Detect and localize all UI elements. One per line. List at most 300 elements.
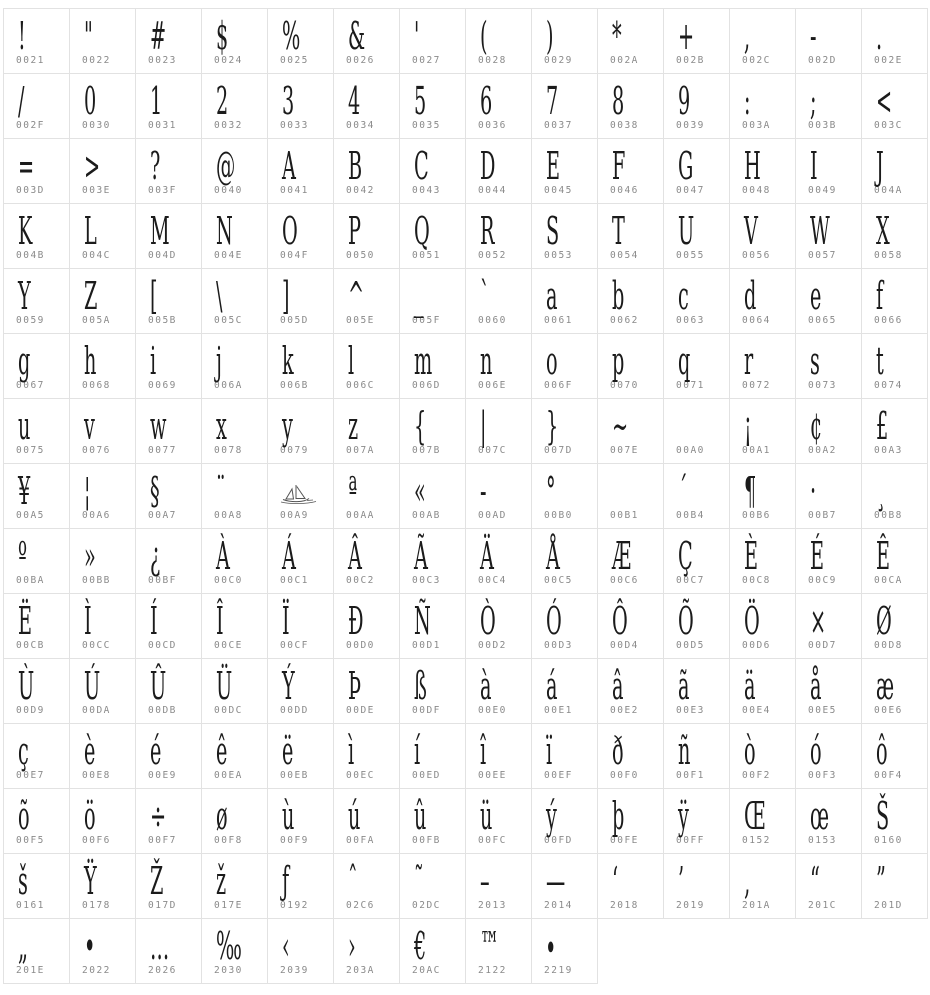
glyph-cell[interactable] [862, 74, 928, 139]
codepoint-label: 0024 [214, 55, 243, 66]
glyph-cell[interactable] [4, 9, 70, 74]
glyph-cell[interactable] [796, 74, 862, 139]
codepoint-label: 00A6 [82, 510, 111, 521]
glyph: r [744, 338, 754, 384]
glyph-cell[interactable] [796, 139, 862, 204]
glyph-cell[interactable] [400, 334, 466, 399]
glyph-cell[interactable] [466, 9, 532, 74]
glyph-cell[interactable] [862, 464, 928, 529]
glyph-cell[interactable] [598, 464, 664, 529]
glyph-cell[interactable] [862, 594, 928, 659]
glyph: " [84, 13, 93, 59]
glyph-cell[interactable] [796, 594, 862, 659]
glyph: c [678, 273, 689, 319]
glyph-cell[interactable] [400, 529, 466, 594]
glyph-cell[interactable] [466, 919, 532, 984]
glyph-cell[interactable] [862, 9, 928, 74]
glyph-cell[interactable] [4, 529, 70, 594]
codepoint-label: 02C6 [346, 900, 375, 911]
glyph-cell[interactable] [664, 139, 730, 204]
codepoint-label: 0035 [412, 120, 441, 131]
codepoint-label: 00BA [16, 575, 45, 586]
glyph-cell[interactable] [862, 529, 928, 594]
glyph-cell[interactable] [730, 854, 796, 919]
glyph-cell[interactable] [334, 854, 400, 919]
codepoint-label: 00CF [280, 640, 309, 651]
glyph-cell[interactable] [4, 789, 70, 854]
glyph-cell[interactable] [532, 724, 598, 789]
codepoint-label: 02DC [412, 900, 441, 911]
glyph-cell[interactable] [136, 269, 202, 334]
glyph-cell[interactable] [598, 529, 664, 594]
codepoint-label: 00C6 [610, 575, 639, 586]
codepoint-label: 006F [544, 380, 573, 391]
glyph-cell[interactable] [202, 789, 268, 854]
glyph-cell[interactable] [4, 399, 70, 464]
glyph-cell[interactable] [664, 74, 730, 139]
glyph: È [744, 533, 759, 579]
glyph-cell[interactable] [70, 659, 136, 724]
glyph-cell[interactable] [202, 204, 268, 269]
glyph: “ [810, 858, 820, 904]
codepoint-label: 201D [874, 900, 903, 911]
glyph-cell[interactable] [532, 854, 598, 919]
glyph-cell[interactable] [70, 594, 136, 659]
glyph-cell[interactable] [400, 464, 466, 529]
glyph: à [480, 663, 492, 709]
glyph-cell[interactable] [400, 659, 466, 724]
glyph-cell[interactable] [136, 789, 202, 854]
glyph: å [810, 663, 822, 709]
glyph-cell[interactable] [334, 204, 400, 269]
glyph-cell[interactable] [400, 399, 466, 464]
glyph-cell[interactable] [334, 139, 400, 204]
glyph-cell[interactable] [466, 659, 532, 724]
glyph-cell[interactable] [4, 659, 70, 724]
glyph-cell[interactable] [796, 269, 862, 334]
glyph-cell[interactable] [730, 74, 796, 139]
glyph: ¨ [216, 468, 226, 514]
glyph-cell[interactable] [202, 594, 268, 659]
codepoint-label: 0192 [280, 900, 309, 911]
glyph: £ [876, 403, 889, 449]
glyph-cell[interactable] [796, 789, 862, 854]
glyph-cell[interactable] [730, 464, 796, 529]
glyph-cell[interactable] [664, 269, 730, 334]
glyph-cell[interactable] [730, 594, 796, 659]
glyph-cell[interactable] [730, 204, 796, 269]
glyph-cell[interactable] [202, 399, 268, 464]
glyph-cell[interactable] [202, 854, 268, 919]
glyph-cell[interactable] [796, 9, 862, 74]
glyph-cell[interactable] [202, 724, 268, 789]
glyph-cell[interactable] [136, 464, 202, 529]
glyph-cell[interactable] [268, 919, 334, 984]
codepoint-label: 00D4 [610, 640, 639, 651]
glyph-cell[interactable] [136, 724, 202, 789]
codepoint-label: 007A [346, 445, 375, 456]
glyph-cell[interactable] [664, 464, 730, 529]
glyph-cell[interactable] [466, 334, 532, 399]
glyph-cell[interactable] [664, 724, 730, 789]
glyph-cell[interactable] [466, 204, 532, 269]
codepoint-label: 00C8 [742, 575, 771, 586]
glyph: ‹ [282, 923, 290, 969]
codepoint-label: 203A [346, 965, 375, 976]
glyph-cell[interactable] [862, 139, 928, 204]
codepoint-label: 004A [874, 185, 903, 196]
glyph: Î [216, 598, 224, 644]
glyph-cell[interactable] [400, 204, 466, 269]
glyph: f [876, 273, 884, 319]
glyph-cell[interactable] [400, 139, 466, 204]
glyph-cell[interactable] [202, 269, 268, 334]
glyph: – [480, 858, 490, 904]
codepoint-label: 0056 [742, 250, 771, 261]
glyph-cell[interactable] [268, 464, 334, 529]
glyph-cell[interactable] [532, 139, 598, 204]
glyph-cell[interactable] [334, 724, 400, 789]
glyph-cell[interactable] [268, 9, 334, 74]
codepoint-label: 00DE [346, 705, 375, 716]
glyph-cell[interactable] [598, 789, 664, 854]
glyph-cell[interactable] [136, 529, 202, 594]
codepoint-label: 005E [346, 315, 375, 326]
codepoint-label: 0048 [742, 185, 771, 196]
glyph-cell[interactable] [532, 9, 598, 74]
glyph-cell[interactable] [268, 204, 334, 269]
codepoint-label: 006B [280, 380, 309, 391]
glyph-cell[interactable] [334, 464, 400, 529]
codepoint-label: 017D [148, 900, 177, 911]
glyph-cell[interactable] [268, 724, 334, 789]
glyph-cell[interactable] [730, 789, 796, 854]
codepoint-label: 0062 [610, 315, 639, 326]
glyph-cell[interactable] [598, 854, 664, 919]
glyph-cell[interactable] [532, 529, 598, 594]
glyph-cell[interactable] [70, 854, 136, 919]
codepoint-label: 003E [82, 185, 111, 196]
glyph-cell[interactable] [268, 594, 334, 659]
glyph-cell[interactable] [862, 789, 928, 854]
glyph-cell[interactable] [202, 334, 268, 399]
codepoint-label: 201C [808, 900, 837, 911]
glyph-cell[interactable] [532, 789, 598, 854]
glyph-cell[interactable] [796, 659, 862, 724]
glyph-cell[interactable] [268, 789, 334, 854]
glyph-cell[interactable] [334, 529, 400, 594]
glyph-cell[interactable] [664, 659, 730, 724]
glyph-cell[interactable] [4, 139, 70, 204]
codepoint-label: 00FE [610, 835, 639, 846]
glyph-cell[interactable] [664, 594, 730, 659]
codepoint-label: 005A [82, 315, 111, 326]
glyph-cell[interactable] [532, 594, 598, 659]
glyph-cell[interactable] [202, 464, 268, 529]
glyph: . [876, 13, 883, 59]
glyph-cell[interactable] [136, 399, 202, 464]
glyph-cell[interactable] [532, 464, 598, 529]
glyph-cell[interactable] [730, 9, 796, 74]
glyph: 9 [678, 78, 691, 124]
glyph-cell[interactable] [70, 269, 136, 334]
glyph: ú [348, 793, 361, 839]
glyph: Œ [744, 793, 766, 839]
glyph: ø [216, 793, 228, 839]
glyph-cell[interactable] [400, 919, 466, 984]
glyph-cell[interactable] [796, 854, 862, 919]
glyph-cell[interactable] [268, 399, 334, 464]
glyph-cell[interactable] [136, 659, 202, 724]
glyph-cell[interactable] [598, 334, 664, 399]
glyph-cell[interactable] [268, 269, 334, 334]
glyph-cell[interactable] [136, 204, 202, 269]
glyph-cell[interactable] [268, 529, 334, 594]
glyph-cell[interactable] [70, 9, 136, 74]
glyph-cell[interactable] [136, 9, 202, 74]
glyph-cell[interactable] [532, 204, 598, 269]
glyph-cell[interactable] [598, 269, 664, 334]
glyph-cell[interactable] [796, 204, 862, 269]
glyph-cell[interactable] [862, 659, 928, 724]
glyph-cell[interactable] [268, 854, 334, 919]
glyph-cell[interactable] [730, 659, 796, 724]
glyph-cell[interactable] [532, 659, 598, 724]
glyph-cell[interactable] [136, 919, 202, 984]
glyph: Ã [414, 533, 428, 579]
codepoint-label: 2018 [610, 900, 639, 911]
glyph-cell[interactable] [268, 334, 334, 399]
glyph-cell[interactable] [664, 204, 730, 269]
glyph-cell[interactable] [400, 594, 466, 659]
glyph-cell[interactable] [862, 854, 928, 919]
glyph-cell[interactable] [664, 9, 730, 74]
glyph-cell[interactable] [136, 854, 202, 919]
glyph: w [150, 403, 167, 449]
codepoint-label: 0037 [544, 120, 573, 131]
codepoint-label: 00F1 [676, 770, 705, 781]
glyph: Ü [216, 663, 233, 709]
glyph-cell[interactable] [598, 659, 664, 724]
glyph-cell[interactable] [862, 399, 928, 464]
glyph-cell[interactable] [70, 529, 136, 594]
glyph-cell[interactable] [664, 854, 730, 919]
glyph-cell[interactable] [796, 399, 862, 464]
glyph-cell[interactable] [664, 334, 730, 399]
glyph-cell[interactable] [466, 464, 532, 529]
glyph: k [282, 338, 294, 384]
glyph-cell[interactable] [334, 594, 400, 659]
codepoint-label: 0054 [610, 250, 639, 261]
glyph: } [546, 403, 559, 449]
glyph-cell[interactable] [532, 74, 598, 139]
glyph-cell[interactable] [334, 789, 400, 854]
glyph: Õ [678, 598, 694, 644]
glyph-cell[interactable] [4, 594, 70, 659]
glyph: T [612, 208, 625, 254]
glyph: ÷ [150, 793, 167, 839]
glyph-cell[interactable] [532, 334, 598, 399]
glyph: x [216, 403, 227, 449]
glyph-cell[interactable] [268, 139, 334, 204]
codepoint-label: 0030 [82, 120, 111, 131]
glyph-cell[interactable] [598, 74, 664, 139]
glyph-cell[interactable] [400, 724, 466, 789]
codepoint-label: 0026 [346, 55, 375, 66]
glyph-cell[interactable] [730, 724, 796, 789]
glyph-cell[interactable] [70, 724, 136, 789]
glyph: s [810, 338, 820, 384]
codepoint-label: 0041 [280, 185, 309, 196]
glyph: Ò [480, 598, 496, 644]
glyph-cell[interactable] [400, 854, 466, 919]
codepoint-label: 00FB [412, 835, 441, 846]
codepoint-label: 00EB [280, 770, 309, 781]
codepoint-label: 00A1 [742, 445, 771, 456]
glyph-cell[interactable] [4, 724, 70, 789]
glyph-cell[interactable] [730, 529, 796, 594]
glyph-cell[interactable] [70, 334, 136, 399]
codepoint-label: 0023 [148, 55, 177, 66]
glyph-cell[interactable] [598, 724, 664, 789]
glyph-cell[interactable] [532, 399, 598, 464]
glyph-cell[interactable] [664, 789, 730, 854]
glyph-cell[interactable] [70, 399, 136, 464]
glyph-cell[interactable] [730, 139, 796, 204]
glyph-cell[interactable] [268, 659, 334, 724]
codepoint-label: 2014 [544, 900, 573, 911]
glyph-cell[interactable] [4, 74, 70, 139]
glyph: W [810, 208, 830, 254]
glyph-cell[interactable] [796, 724, 862, 789]
glyph-cell[interactable] [466, 789, 532, 854]
glyph: Ë [18, 598, 33, 644]
glyph-cell[interactable] [334, 74, 400, 139]
glyph-cell[interactable] [796, 464, 862, 529]
codepoint-label: 006E [478, 380, 507, 391]
glyph-cell[interactable] [70, 204, 136, 269]
glyph-cell[interactable] [664, 529, 730, 594]
glyph-cell[interactable] [70, 139, 136, 204]
glyph-cell[interactable] [334, 334, 400, 399]
glyph-cell[interactable] [730, 399, 796, 464]
glyph-cell[interactable] [730, 269, 796, 334]
glyph-cell[interactable] [862, 269, 928, 334]
glyph-cell[interactable] [466, 854, 532, 919]
codepoint-label: 2219 [544, 965, 573, 976]
glyph-cell[interactable] [598, 9, 664, 74]
codepoint-label: 00C3 [412, 575, 441, 586]
glyph-cell[interactable] [466, 399, 532, 464]
glyph-cell[interactable] [400, 789, 466, 854]
glyph-cell[interactable] [334, 9, 400, 74]
glyph-cell[interactable] [4, 464, 70, 529]
codepoint-label: 0052 [478, 250, 507, 261]
glyph: u [18, 403, 31, 449]
glyph-cell[interactable] [466, 724, 532, 789]
glyph-cell[interactable] [598, 399, 664, 464]
glyph-cell[interactable] [268, 74, 334, 139]
codepoint-label: 0022 [82, 55, 111, 66]
glyph-cell[interactable] [70, 74, 136, 139]
glyph-cell[interactable] [796, 529, 862, 594]
glyph-cell[interactable] [202, 74, 268, 139]
glyph: ë [282, 728, 294, 774]
glyph-cell[interactable] [334, 659, 400, 724]
glyph-cell[interactable] [202, 529, 268, 594]
glyph: Ù [18, 663, 35, 709]
glyph-cell[interactable] [532, 269, 598, 334]
glyph: ã [678, 663, 690, 709]
codepoint-label: 00D6 [742, 640, 771, 651]
glyph-cell[interactable] [136, 334, 202, 399]
glyph-cell[interactable] [598, 594, 664, 659]
codepoint-label: 00F2 [742, 770, 771, 781]
glyph-cell[interactable] [400, 74, 466, 139]
codepoint-label: 201E [16, 965, 45, 976]
codepoint-label: 0047 [676, 185, 705, 196]
glyph-cell[interactable] [400, 9, 466, 74]
glyph-cell[interactable] [4, 854, 70, 919]
glyph-cell[interactable] [70, 789, 136, 854]
glyph-cell[interactable] [796, 334, 862, 399]
glyph-cell[interactable] [334, 399, 400, 464]
glyph-cell[interactable] [334, 269, 400, 334]
glyph-cell[interactable] [70, 464, 136, 529]
codepoint-label: 0076 [82, 445, 111, 456]
codepoint-label: 00B0 [544, 510, 573, 521]
glyph-cell[interactable] [202, 919, 268, 984]
codepoint-label: 00F4 [874, 770, 903, 781]
glyph-cell[interactable] [598, 139, 664, 204]
glyph-cell[interactable] [202, 9, 268, 74]
glyph-cell[interactable] [4, 204, 70, 269]
glyph-cell[interactable] [136, 594, 202, 659]
glyph-cell[interactable] [466, 529, 532, 594]
glyph-cell[interactable] [136, 139, 202, 204]
glyph-cell[interactable] [202, 139, 268, 204]
glyph-cell[interactable] [202, 659, 268, 724]
glyph-cell[interactable] [136, 74, 202, 139]
codepoint-label: 017E [214, 900, 243, 911]
glyph: U [678, 208, 695, 254]
codepoint-label: 00EA [214, 770, 243, 781]
glyph-cell[interactable] [466, 74, 532, 139]
glyph-cell[interactable] [334, 919, 400, 984]
glyph-cell[interactable] [862, 724, 928, 789]
glyph-cell[interactable] [862, 334, 928, 399]
codepoint-label: 00C7 [676, 575, 705, 586]
glyph-cell[interactable] [466, 139, 532, 204]
glyph-cell[interactable] [466, 269, 532, 334]
glyph-cell[interactable] [4, 334, 70, 399]
glyph-cell[interactable] [400, 269, 466, 334]
glyph-cell[interactable] [466, 594, 532, 659]
glyph-cell[interactable] [862, 204, 928, 269]
glyph: ™ [480, 923, 500, 969]
glyph-cell[interactable] [70, 919, 136, 984]
glyph-cell[interactable] [4, 919, 70, 984]
glyph: » [84, 533, 96, 579]
glyph: , [744, 13, 751, 59]
glyph-cell[interactable] [532, 919, 598, 984]
glyph-cell[interactable] [598, 204, 664, 269]
glyph-cell[interactable] [730, 334, 796, 399]
glyph: ß [414, 663, 427, 709]
glyph-cell[interactable] [4, 269, 70, 334]
glyph-cell[interactable] [664, 399, 730, 464]
glyph: ¦ [84, 468, 91, 514]
